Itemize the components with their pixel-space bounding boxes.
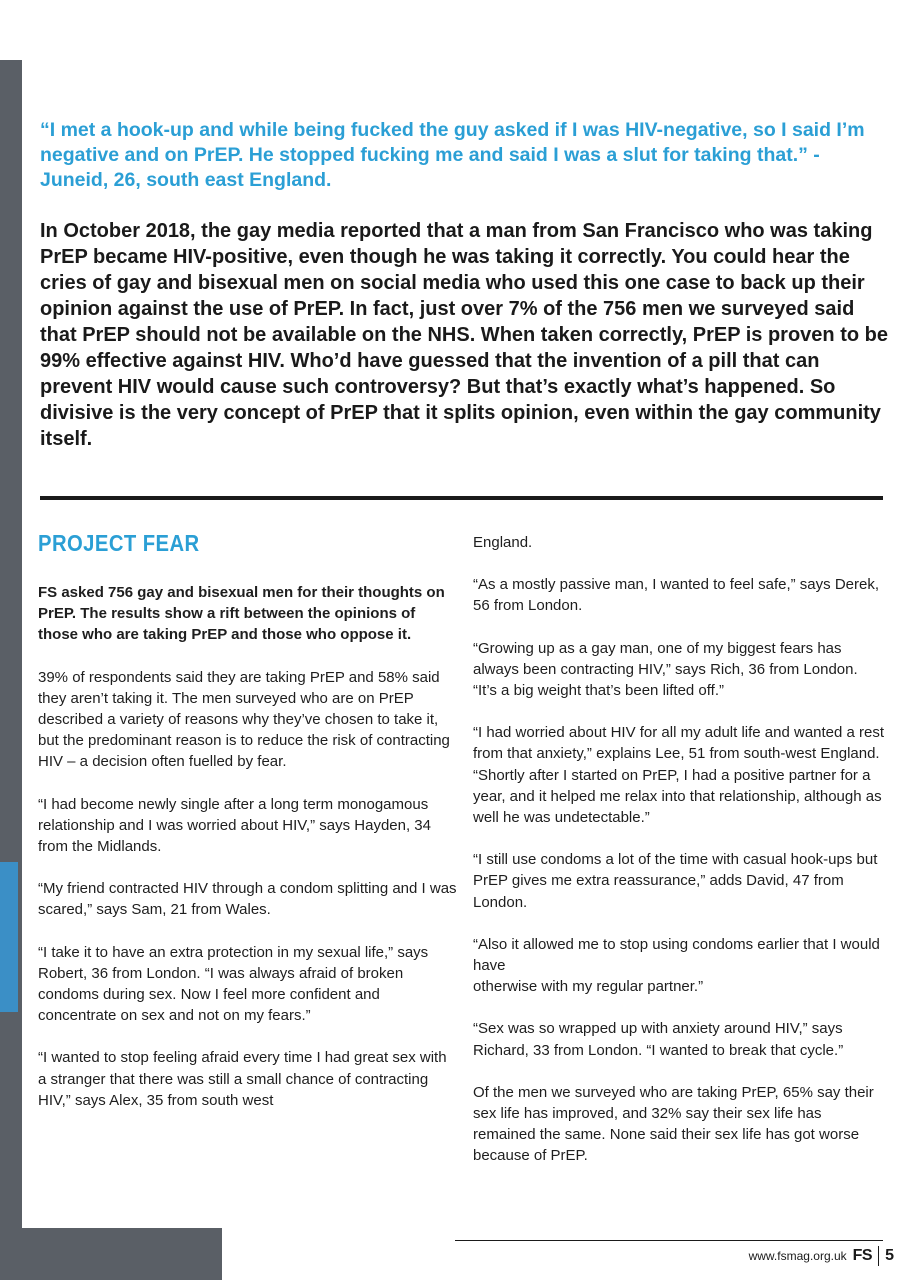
side-bar-highlight: [0, 862, 18, 1012]
lead-paragraph: In October 2018, the gay media reported that a man from San Francisco who was taking PrEP became HIV-positive, even though he was taking it correctly. You could hear the cries of gay and bisexual men on social media who used this one case to back up their opinion against the use of PrEP. In fact, just over 7% of the 756 men we surveyed said that PrEP should not be available on the NHS. When taken correctly, PrEP is proven to be 99% effective against HIV. Who’d have guessed that the invention of a pill that can prevent HIV would cause such controversy? But that’s exactly what’s happened. So divisive is the very concept of PrEP that it splits opinion, even within the gay community itself.: [40, 220, 888, 450]
page-number: 5: [885, 1247, 894, 1264]
article-column-right: [473, 532, 885, 1188]
body-paragraph: “I wanted to stop feeling afraid every time I had great sex with a stranger that there was still a small chance of contracting HIV,” says Alex, 35 from south west: [38, 1049, 447, 1109]
body-paragraph: 39% of respondents said they are taking PrEP and 58% said they aren’t taking it. The men surveyed who are on PrEP described a variety of reasons why they’ve chosen to take it, but the predominant reason is to reduce the risk of contracting HIV – a decision often fuelled by fear.: [38, 668, 450, 771]
body-paragraph: “I had become newly single after a long term monogamous relationship and I was worried about HIV,” says Hayden, 34 from the Midlands.: [38, 795, 431, 856]
intro-paragraph: FS asked 756 gay and bisexual men for their thoughts on PrEP. The results show a rift between the opinions of those who are taking PrEP and those who oppose it.: [38, 584, 445, 644]
body-paragraph: “I still use condoms a lot of the time with casual hook-ups but PrEP gives me extra reassurance,” adds David, 47 from London.: [473, 851, 878, 911]
body-paragraph: “As a mostly passive man, I wanted to feel safe,” says Derek, 56 from London.: [473, 576, 879, 615]
bottom-bar-decoration: [0, 1228, 222, 1280]
footer-url[interactable]: www.fsmag.org.uk: [748, 1249, 847, 1263]
body-paragraph: “Growing up as a gay man, one of my biggest fears has always been contracting HIV,” says Rich, 36 from London. “It’s a big weight that’s been lifted off.”: [473, 639, 858, 700]
footer-separator: [878, 1246, 879, 1266]
body-paragraph: [473, 934, 885, 998]
body-line: otherwise with my regular partner.”: [473, 978, 704, 996]
body-paragraph: Of the men we surveyed who are taking PrEP, 65% say their sex life has improved, and 32% say their sex life has remained the same. None said their sex life has got worse because of PrEP.: [473, 1083, 874, 1165]
body-paragraph: “My friend contracted HIV through a condom splitting and I was scared,” says Sam, 21 from Wales.: [38, 880, 457, 919]
body-paragraph: “I had worried about HIV for all my adult life and wanted a rest from that anxiety,” explains Lee, 51 from south-west England. “Shortly after I started on PrEP, I had a positive partner for a year, and it helped me relax into that relationship, although as well he was undetectable.”: [473, 724, 885, 827]
pull-quote: “I met a hook-up and while being fucked the guy asked if I was HIV-negative, so I said I’m negative and on PrEP. He stopped fucking me and said I was a slut for taking that.” - Juneid, 26, south east England.: [40, 119, 865, 191]
body-paragraph: “Sex was so wrapped up with anxiety around HIV,” says Richard, 33 from London. “I wanted to break that cycle.”: [473, 1020, 844, 1059]
page-footer: [749, 1246, 894, 1266]
magazine-logo: FS: [852, 1247, 873, 1264]
footer-rule: [455, 1240, 883, 1241]
body-line: “Also it allowed me to stop using condoms earlier that I would have: [473, 935, 880, 975]
body-paragraph: “I take it to have an extra protection in my sexual life,” says Robert, 36 from London. “I was always afraid of broken condoms during sex. Now I feel more confident and concentrate on sex and not on my fears.”: [38, 943, 429, 1025]
section-divider: [40, 496, 883, 500]
section-heading: PROJECT FEAR: [38, 530, 200, 556]
body-paragraph: England.: [473, 534, 533, 551]
article-column-left: [38, 530, 458, 1132]
side-bar-decoration: [0, 60, 22, 1280]
